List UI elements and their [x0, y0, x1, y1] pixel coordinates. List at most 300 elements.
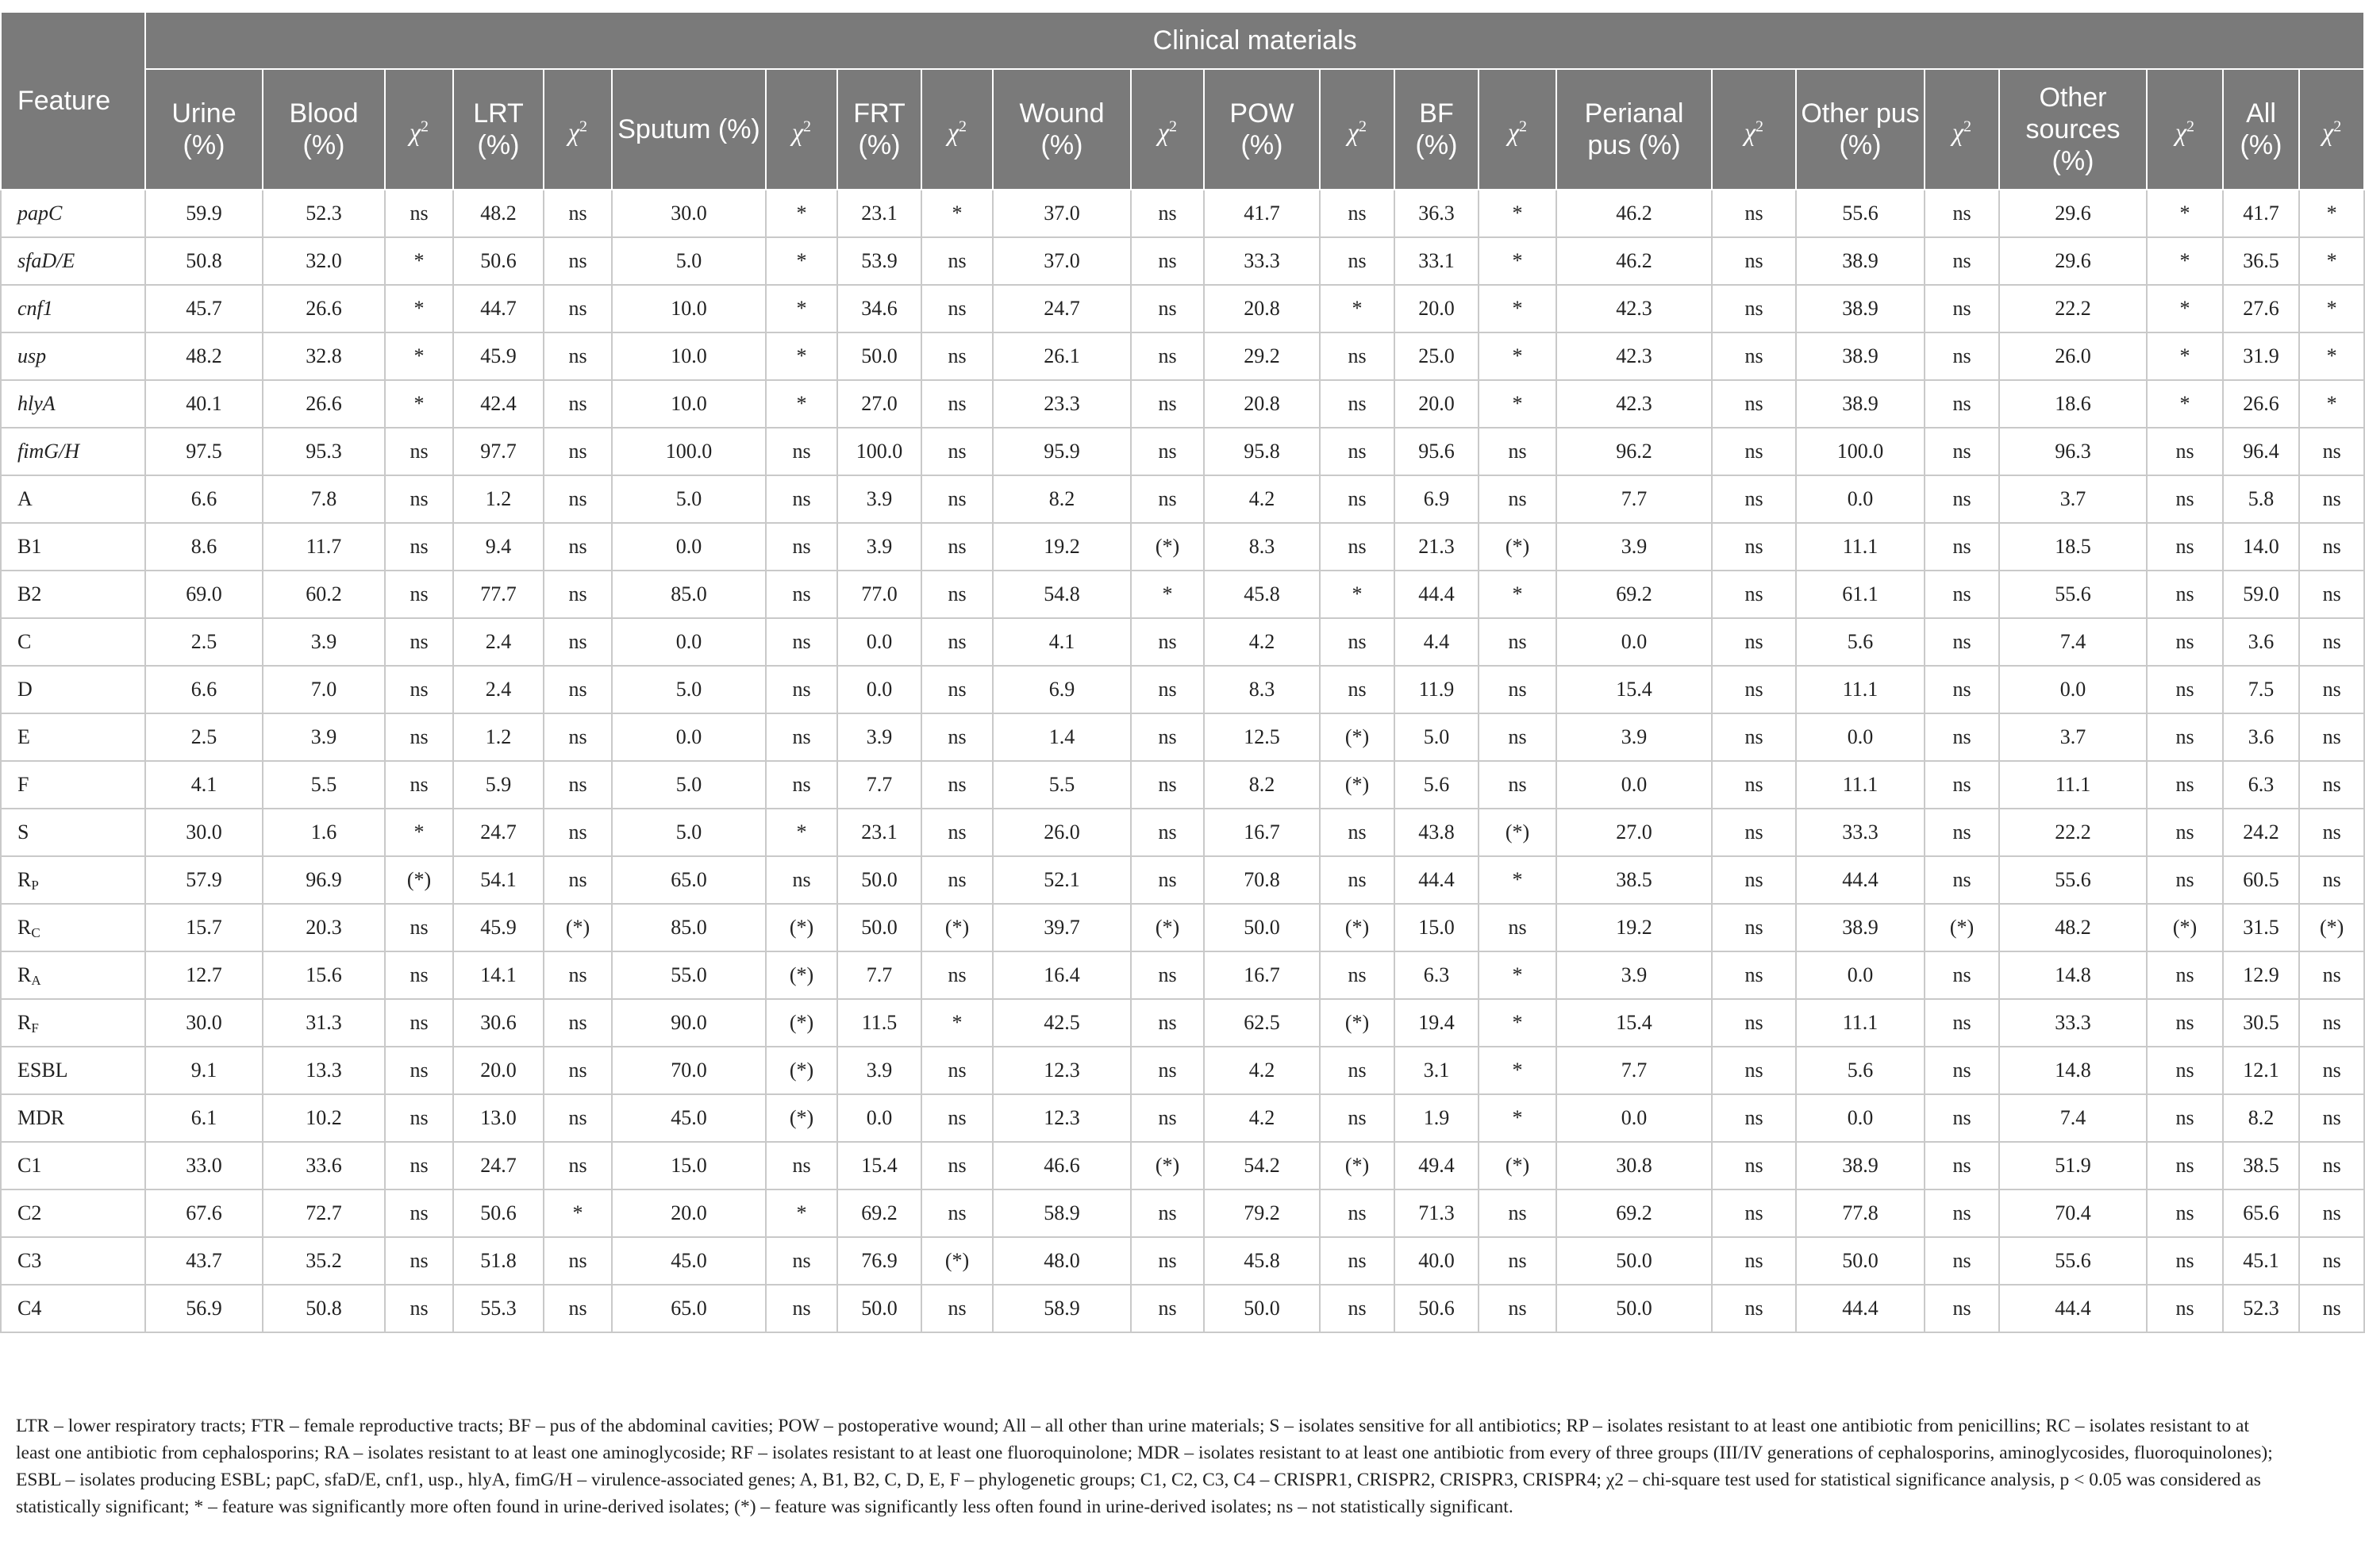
clinical-materials-table: [0, 11, 2365, 1333]
value-cell: 55.6: [1999, 856, 2147, 904]
value-cell: 7.0: [263, 666, 385, 713]
value-cell: 18.5: [1999, 523, 2147, 571]
feature-label: papC: [17, 202, 63, 225]
value-cell: 6.9: [993, 666, 1131, 713]
value-cell: 100.0: [612, 428, 766, 475]
significance-cell: ns: [1925, 237, 1999, 285]
significance-cell: ns: [1925, 666, 1999, 713]
value-cell: 19.2: [993, 523, 1131, 571]
significance-cell: ns: [921, 1094, 993, 1142]
significance-cell: ns: [2299, 1237, 2364, 1285]
value-cell: 14.8: [1999, 951, 2147, 999]
significance-cell: ns: [1479, 904, 1556, 951]
value-cell: 95.6: [1394, 428, 1479, 475]
significance-cell: ns: [1712, 285, 1796, 332]
value-cell: 5.0: [612, 237, 766, 285]
value-cell: 54.8: [993, 571, 1131, 618]
value-cell: 11.1: [1796, 666, 1925, 713]
significance-cell: ns: [2299, 713, 2364, 761]
significance-cell: *: [385, 237, 453, 285]
value-cell: 22.2: [1999, 285, 2147, 332]
value-cell: 12.9: [2223, 951, 2299, 999]
value-cell: 38.9: [1796, 332, 1925, 380]
value-cell: 54.1: [453, 856, 544, 904]
value-cell: 70.0: [612, 1047, 766, 1094]
significance-cell: ns: [1925, 1237, 1999, 1285]
significance-cell: ns: [385, 951, 453, 999]
value-cell: 45.0: [612, 1237, 766, 1285]
value-cell: 20.0: [1394, 285, 1479, 332]
significance-cell: ns: [385, 618, 453, 666]
value-cell: 55.6: [1999, 571, 2147, 618]
value-cell: 42.3: [1556, 285, 1712, 332]
significance-cell: ns: [1320, 523, 1394, 571]
significance-cell: ns: [921, 475, 993, 523]
significance-cell: ns: [385, 1189, 453, 1237]
significance-cell: ns: [766, 761, 837, 809]
value-cell: 12.5: [1204, 713, 1320, 761]
value-cell: 60.5: [2223, 856, 2299, 904]
value-cell: 45.8: [1204, 1237, 1320, 1285]
value-cell: 23.1: [837, 809, 921, 856]
value-cell: 70.4: [1999, 1189, 2147, 1237]
value-cell: 24.7: [993, 285, 1131, 332]
significance-cell: ns: [766, 856, 837, 904]
value-cell: 15.4: [837, 1142, 921, 1189]
feature-cell: [1, 190, 145, 237]
value-cell: 30.0: [145, 999, 263, 1047]
significance-cell: ns: [2299, 618, 2364, 666]
feature-cell: [1, 951, 145, 999]
significance-cell: ns: [1131, 761, 1204, 809]
value-cell: 77.8: [1796, 1189, 1925, 1237]
value-cell: 22.2: [1999, 809, 2147, 856]
value-cell: 97.7: [453, 428, 544, 475]
significance-cell: (*): [921, 904, 993, 951]
significance-cell: *: [921, 190, 993, 237]
column-header: BF (%): [1394, 69, 1479, 190]
value-cell: 90.0: [612, 999, 766, 1047]
significance-cell: ns: [921, 428, 993, 475]
value-cell: 4.2: [1204, 1094, 1320, 1142]
significance-cell: (*): [766, 1047, 837, 1094]
significance-cell: *: [2147, 285, 2223, 332]
value-cell: 3.9: [263, 618, 385, 666]
significance-cell: (*): [921, 1237, 993, 1285]
significance-cell: ns: [2147, 618, 2223, 666]
feature-label: C: [17, 630, 32, 653]
feature-label: hlyA: [17, 392, 56, 415]
table-row: [1, 1285, 2364, 1332]
significance-cell: *: [2147, 380, 2223, 428]
value-cell: 69.0: [145, 571, 263, 618]
significance-cell: (*): [1320, 761, 1394, 809]
value-cell: 30.0: [612, 190, 766, 237]
value-cell: 10.2: [263, 1094, 385, 1142]
value-cell: 44.4: [1999, 1285, 2147, 1332]
value-cell: 5.6: [1394, 761, 1479, 809]
value-cell: 7.4: [1999, 1094, 2147, 1142]
significance-cell: ns: [921, 1142, 993, 1189]
feature-cell: [1, 428, 145, 475]
significance-cell: ns: [2299, 571, 2364, 618]
significance-cell: ns: [1925, 571, 1999, 618]
value-cell: 50.0: [837, 904, 921, 951]
significance-cell: *: [1479, 332, 1556, 380]
significance-cell: (*): [1320, 1142, 1394, 1189]
value-cell: 70.8: [1204, 856, 1320, 904]
value-cell: 20.0: [612, 1189, 766, 1237]
significance-cell: ns: [766, 428, 837, 475]
value-cell: 29.6: [1999, 190, 2147, 237]
value-cell: 50.6: [453, 237, 544, 285]
value-cell: 7.7: [1556, 1047, 1712, 1094]
significance-cell: *: [1479, 1094, 1556, 1142]
value-cell: 39.7: [993, 904, 1131, 951]
value-cell: 41.7: [2223, 190, 2299, 237]
significance-cell: ns: [2147, 856, 2223, 904]
significance-cell: *: [1479, 1047, 1556, 1094]
feature-label: R: [17, 916, 32, 939]
column-header: Blood (%): [263, 69, 385, 190]
significance-cell: ns: [1320, 1094, 1394, 1142]
value-cell: 46.2: [1556, 237, 1712, 285]
significance-cell: ns: [2147, 571, 2223, 618]
value-cell: 100.0: [837, 428, 921, 475]
value-cell: 65.0: [612, 1285, 766, 1332]
significance-cell: ns: [1131, 190, 1204, 237]
significance-cell: ns: [1712, 1094, 1796, 1142]
significance-cell: ns: [1131, 1094, 1204, 1142]
value-cell: 77.7: [453, 571, 544, 618]
value-cell: 71.3: [1394, 1189, 1479, 1237]
significance-cell: *: [385, 380, 453, 428]
significance-cell: ns: [1712, 666, 1796, 713]
feature-label: R: [17, 963, 32, 986]
value-cell: 9.1: [145, 1047, 263, 1094]
chi-square-header: $\chi^2$: [544, 69, 612, 190]
value-cell: 13.3: [263, 1047, 385, 1094]
value-cell: 45.0: [612, 1094, 766, 1142]
value-cell: 26.1: [993, 332, 1131, 380]
significance-cell: ns: [1131, 999, 1204, 1047]
significance-cell: ns: [544, 951, 612, 999]
significance-cell: ns: [1131, 285, 1204, 332]
significance-cell: (*): [1320, 904, 1394, 951]
significance-cell: *: [2147, 332, 2223, 380]
value-cell: 42.3: [1556, 332, 1712, 380]
value-cell: 33.1: [1394, 237, 1479, 285]
value-cell: 46.6: [993, 1142, 1131, 1189]
feature-label: MDR: [17, 1106, 65, 1129]
table-row: [1, 761, 2364, 809]
value-cell: 20.8: [1204, 380, 1320, 428]
value-cell: 50.0: [1556, 1285, 1712, 1332]
significance-cell: ns: [1712, 1189, 1796, 1237]
value-cell: 10.0: [612, 332, 766, 380]
value-cell: 26.6: [263, 380, 385, 428]
value-cell: 0.0: [837, 666, 921, 713]
value-cell: 57.9: [145, 856, 263, 904]
significance-cell: ns: [544, 1047, 612, 1094]
value-cell: 31.3: [263, 999, 385, 1047]
significance-cell: ns: [544, 332, 612, 380]
significance-cell: ns: [385, 904, 453, 951]
significance-cell: ns: [2147, 999, 2223, 1047]
value-cell: 50.0: [1204, 1285, 1320, 1332]
chi-square-header: $\chi^2$: [766, 69, 837, 190]
value-cell: 72.7: [263, 1189, 385, 1237]
significance-cell: ns: [1479, 428, 1556, 475]
significance-cell: ns: [1320, 237, 1394, 285]
significance-cell: ns: [921, 523, 993, 571]
significance-cell: *: [766, 285, 837, 332]
value-cell: 53.9: [837, 237, 921, 285]
table-row: [1, 1142, 2364, 1189]
feature-label: R: [17, 1011, 32, 1034]
significance-cell: ns: [544, 809, 612, 856]
value-cell: 5.5: [993, 761, 1131, 809]
significance-cell: ns: [1712, 761, 1796, 809]
value-cell: 7.7: [1556, 475, 1712, 523]
chi-square-header: $\chi^2$: [385, 69, 453, 190]
value-cell: 45.1: [2223, 1237, 2299, 1285]
feature-label: B1: [17, 535, 42, 558]
value-cell: 32.0: [263, 237, 385, 285]
significance-cell: ns: [921, 856, 993, 904]
value-cell: 27.0: [837, 380, 921, 428]
value-cell: 5.0: [612, 475, 766, 523]
feature-cell: [1, 285, 145, 332]
significance-cell: ns: [1320, 380, 1394, 428]
significance-cell: ns: [2299, 951, 2364, 999]
value-cell: 11.1: [1796, 523, 1925, 571]
significance-cell: ns: [2147, 713, 2223, 761]
feature-cell: [1, 761, 145, 809]
significance-cell: ns: [544, 666, 612, 713]
value-cell: 35.2: [263, 1237, 385, 1285]
significance-cell: ns: [921, 809, 993, 856]
value-cell: 24.7: [453, 809, 544, 856]
significance-cell: (*): [766, 951, 837, 999]
value-cell: 50.6: [453, 1189, 544, 1237]
value-cell: 5.6: [1796, 618, 1925, 666]
significance-cell: ns: [385, 523, 453, 571]
significance-cell: ns: [766, 571, 837, 618]
value-cell: 10.0: [612, 285, 766, 332]
value-cell: 96.9: [263, 856, 385, 904]
chi-square-header: $\chi^2$: [1712, 69, 1796, 190]
table-body: [1, 190, 2364, 1332]
value-cell: 38.5: [1556, 856, 1712, 904]
significance-cell: ns: [1712, 1142, 1796, 1189]
value-cell: 95.9: [993, 428, 1131, 475]
significance-cell: ns: [921, 713, 993, 761]
significance-cell: ns: [544, 1142, 612, 1189]
significance-cell: ns: [921, 332, 993, 380]
significance-cell: ns: [921, 1189, 993, 1237]
significance-cell: ns: [921, 666, 993, 713]
value-cell: 33.3: [1999, 999, 2147, 1047]
significance-cell: ns: [1925, 380, 1999, 428]
table-row: [1, 1094, 2364, 1142]
table-row: [1, 428, 2364, 475]
significance-cell: ns: [1925, 428, 1999, 475]
value-cell: 19.4: [1394, 999, 1479, 1047]
significance-cell: ns: [1712, 475, 1796, 523]
significance-cell: (*): [385, 856, 453, 904]
value-cell: 3.9: [837, 475, 921, 523]
value-cell: 4.1: [145, 761, 263, 809]
value-cell: 15.0: [1394, 904, 1479, 951]
value-cell: 65.6: [2223, 1189, 2299, 1237]
value-cell: 7.7: [837, 761, 921, 809]
value-cell: 8.2: [993, 475, 1131, 523]
value-cell: 0.0: [1796, 1094, 1925, 1142]
significance-cell: ns: [2299, 1047, 2364, 1094]
value-cell: 31.9: [2223, 332, 2299, 380]
value-cell: 54.2: [1204, 1142, 1320, 1189]
significance-cell: *: [2299, 237, 2364, 285]
significance-cell: (*): [1479, 809, 1556, 856]
significance-cell: ns: [2299, 1142, 2364, 1189]
significance-cell: ns: [385, 475, 453, 523]
significance-cell: ns: [1712, 618, 1796, 666]
value-cell: 50.0: [1204, 904, 1320, 951]
feature-cell: [1, 1047, 145, 1094]
significance-cell: ns: [1320, 1285, 1394, 1332]
value-cell: 60.2: [263, 571, 385, 618]
feature-cell: [1, 332, 145, 380]
feature-cell: [1, 904, 145, 951]
value-cell: 6.3: [2223, 761, 2299, 809]
significance-cell: ns: [921, 1047, 993, 1094]
table-row: [1, 475, 2364, 523]
significance-cell: ns: [1712, 713, 1796, 761]
value-cell: 20.0: [453, 1047, 544, 1094]
significance-cell: ns: [385, 999, 453, 1047]
feature-cell: [1, 618, 145, 666]
chi-square-header: $\chi^2$: [1131, 69, 1204, 190]
significance-cell: ns: [1712, 809, 1796, 856]
significance-cell: ns: [1712, 428, 1796, 475]
significance-cell: *: [385, 332, 453, 380]
value-cell: 36.5: [2223, 237, 2299, 285]
significance-cell: ns: [1712, 999, 1796, 1047]
value-cell: 26.6: [2223, 380, 2299, 428]
table-row: [1, 571, 2364, 618]
significance-cell: ns: [1712, 904, 1796, 951]
value-cell: 62.5: [1204, 999, 1320, 1047]
table-row: [1, 856, 2364, 904]
value-cell: 26.0: [1999, 332, 2147, 380]
value-cell: 2.5: [145, 713, 263, 761]
value-cell: 4.2: [1204, 1047, 1320, 1094]
significance-cell: ns: [2299, 1094, 2364, 1142]
significance-cell: ns: [766, 475, 837, 523]
significance-cell: ns: [1712, 1237, 1796, 1285]
significance-cell: ns: [1320, 428, 1394, 475]
significance-cell: ns: [544, 856, 612, 904]
feature-label: D: [17, 678, 33, 701]
table-row: [1, 999, 2364, 1047]
column-header: Wound (%): [993, 69, 1131, 190]
column-header: Other sources (%): [1999, 69, 2147, 190]
chi-square-header: $\chi^2$: [1320, 69, 1394, 190]
value-cell: 6.1: [145, 1094, 263, 1142]
value-cell: 10.0: [612, 380, 766, 428]
significance-cell: ns: [2147, 809, 2223, 856]
significance-cell: ns: [1925, 999, 1999, 1047]
feature-label: usp: [17, 344, 47, 367]
significance-cell: ns: [544, 523, 612, 571]
value-cell: 51.8: [453, 1237, 544, 1285]
value-cell: 20.3: [263, 904, 385, 951]
value-cell: 26.0: [993, 809, 1131, 856]
significance-cell: ns: [544, 761, 612, 809]
significance-cell: ns: [921, 951, 993, 999]
value-cell: 95.8: [1204, 428, 1320, 475]
significance-cell: ns: [2147, 666, 2223, 713]
significance-cell: *: [766, 380, 837, 428]
value-cell: 40.1: [145, 380, 263, 428]
value-cell: 44.4: [1796, 1285, 1925, 1332]
significance-cell: (*): [1131, 523, 1204, 571]
value-cell: 0.0: [612, 523, 766, 571]
value-cell: 26.6: [263, 285, 385, 332]
value-cell: 41.7: [1204, 190, 1320, 237]
value-cell: 4.1: [993, 618, 1131, 666]
value-cell: 12.3: [993, 1094, 1131, 1142]
value-cell: 58.9: [993, 1285, 1131, 1332]
significance-cell: ns: [544, 571, 612, 618]
significance-cell: ns: [766, 713, 837, 761]
value-cell: 8.3: [1204, 523, 1320, 571]
value-cell: 2.5: [145, 618, 263, 666]
significance-cell: ns: [2147, 1094, 2223, 1142]
significance-cell: ns: [1925, 809, 1999, 856]
significance-cell: (*): [766, 1094, 837, 1142]
value-cell: 15.4: [1556, 666, 1712, 713]
significance-cell: ns: [1479, 761, 1556, 809]
value-cell: 38.9: [1796, 904, 1925, 951]
table-row: [1, 190, 2364, 237]
value-cell: 1.6: [263, 809, 385, 856]
value-cell: 40.0: [1394, 1237, 1479, 1285]
feature-label: cnf1: [17, 297, 53, 320]
significance-cell: ns: [1712, 237, 1796, 285]
significance-cell: ns: [1131, 618, 1204, 666]
value-cell: 15.4: [1556, 999, 1712, 1047]
significance-cell: ns: [1131, 1189, 1204, 1237]
significance-cell: *: [1479, 856, 1556, 904]
significance-cell: *: [766, 332, 837, 380]
significance-cell: ns: [1925, 761, 1999, 809]
value-cell: 50.0: [1556, 1237, 1712, 1285]
significance-cell: ns: [1712, 380, 1796, 428]
value-cell: 4.2: [1204, 618, 1320, 666]
value-cell: 44.4: [1394, 571, 1479, 618]
significance-cell: ns: [1131, 475, 1204, 523]
value-cell: 59.0: [2223, 571, 2299, 618]
value-cell: 96.4: [2223, 428, 2299, 475]
significance-cell: ns: [1320, 856, 1394, 904]
significance-cell: *: [2147, 190, 2223, 237]
value-cell: 38.9: [1796, 1142, 1925, 1189]
value-cell: 5.0: [1394, 713, 1479, 761]
value-cell: 0.0: [1556, 761, 1712, 809]
significance-cell: ns: [1925, 713, 1999, 761]
